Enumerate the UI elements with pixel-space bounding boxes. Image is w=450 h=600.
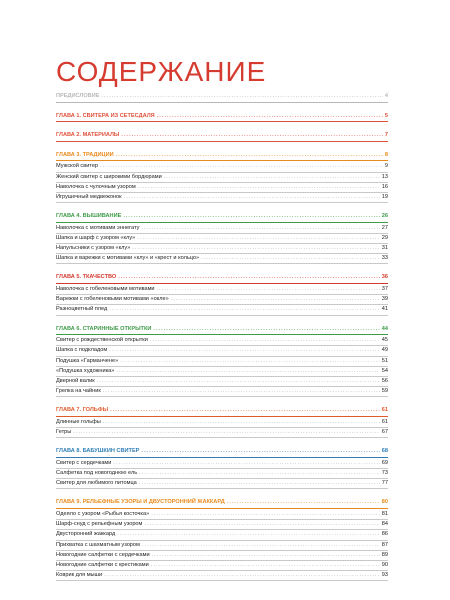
dot-leader <box>153 325 379 335</box>
entry-page-number: 73 <box>381 470 388 477</box>
entry-title: Салфетка под новогоднюю ель <box>56 470 138 477</box>
entry-title: Прихватка с шахматным узором <box>56 541 140 548</box>
toc-chapter-heading[interactable] <box>56 498 388 509</box>
entry-page-number: 93 <box>381 572 388 579</box>
dot-leader <box>150 336 380 345</box>
toc-entry[interactable] <box>56 367 388 377</box>
entry-title: Шапка с подкладом <box>56 347 108 354</box>
entry-title: Наволочка с гобеленовыми мотивами <box>56 286 155 293</box>
toc-entry[interactable] <box>56 357 388 367</box>
dot-leader <box>116 151 383 161</box>
entry-title: Дверной валик <box>56 377 95 384</box>
entry-title: Наволочка с мотивами эннегату <box>56 224 140 231</box>
chapter-page-number: 80 <box>381 499 388 506</box>
dot-leader <box>101 92 382 102</box>
entry-page-number: 90 <box>381 562 388 568</box>
chapter-page-number: 44 <box>381 325 388 332</box>
entry-page-number: 86 <box>381 531 388 538</box>
chapter-title: ГЛАВА 5. ТКАЧЕСТВО <box>56 274 117 281</box>
dot-leader <box>103 387 380 396</box>
entry-title: Двусторонний жаккард <box>56 531 116 538</box>
chapter-page-number: 68 <box>381 448 388 455</box>
entry-title: Женский свитер с широкими бордюрами <box>56 173 162 180</box>
entry-title: Новогодние салфетки с сердечками <box>56 551 150 558</box>
toc-entry[interactable] <box>56 561 388 571</box>
dot-leader <box>103 418 380 427</box>
entry-title: Мужской свитер <box>56 163 99 170</box>
entry-title: Варежки с гобеленовыми мотивами «окле» <box>56 296 169 303</box>
entry-title: Свитер для любимого питомца <box>56 480 137 487</box>
page-title: СОДЕРЖАНИЕ <box>56 56 267 87</box>
entry-page-number: 61 <box>381 418 388 425</box>
dot-leader <box>116 367 379 376</box>
toc-section <box>56 131 388 142</box>
dot-leader <box>164 173 380 182</box>
toc-chapter-heading[interactable] <box>56 131 388 142</box>
toc-entry[interactable] <box>56 530 388 540</box>
entry-page-number: 84 <box>381 521 388 528</box>
toc-section <box>56 92 388 103</box>
entry-page-number: 54 <box>381 367 388 374</box>
toc-entry[interactable] <box>56 541 388 551</box>
entry-page-number: 51 <box>381 357 388 364</box>
toc-entry[interactable] <box>56 346 388 356</box>
entry-page-number: 49 <box>381 347 388 354</box>
dot-leader <box>139 469 380 478</box>
chapter-page-number: 4 <box>384 93 388 99</box>
toc-chapter-heading[interactable] <box>56 447 388 458</box>
entry-page-number: 37 <box>381 286 388 293</box>
entry-title: Новогодние салфетки с крестиками <box>56 562 149 568</box>
entry-page-number: 16 <box>381 183 388 190</box>
dot-leader <box>109 305 379 314</box>
toc-entry[interactable] <box>56 418 388 428</box>
entry-title: Свитер с рождественской открытки <box>56 337 148 344</box>
toc-entry[interactable] <box>56 479 388 489</box>
entry-title: Коврик для мыши <box>56 572 103 579</box>
dot-leader <box>97 377 380 386</box>
toc-entry[interactable] <box>56 459 388 469</box>
entry-page-number: 67 <box>381 429 388 436</box>
toc-chapter-heading[interactable] <box>56 273 388 284</box>
dot-leader <box>118 273 380 283</box>
toc-entry[interactable] <box>56 244 388 254</box>
entry-page-number: 33 <box>381 255 388 262</box>
entry-page-number: 77 <box>381 480 388 487</box>
entry-page-number: 41 <box>381 306 388 313</box>
dot-leader <box>73 428 379 437</box>
toc-entry[interactable] <box>56 377 388 387</box>
dot-leader <box>104 571 380 580</box>
entry-page-number: 13 <box>381 173 388 180</box>
chapter-page-number: 5 <box>384 112 388 119</box>
chapter-title: ГЛАВА 8. БАБУШКИН СВИТЕР <box>56 448 140 455</box>
toc-entry[interactable] <box>56 510 388 520</box>
chapter-page-number: 26 <box>381 213 388 220</box>
chapter-title: ГЛАВА 9. РЕЛЬЕФНЫЕ УЗОРЫ И ДВУСТОРОННИЙ ЖАККАРД <box>56 499 225 506</box>
toc-section <box>56 212 388 264</box>
chapter-title: ГЛАВА 4. ВЫШИВАНИЕ <box>56 213 122 220</box>
dot-leader <box>171 295 380 304</box>
dot-leader <box>151 510 380 519</box>
entry-page-number: 29 <box>381 234 388 241</box>
dot-leader <box>157 285 380 294</box>
contents-page <box>56 0 388 590</box>
dot-leader <box>142 541 380 550</box>
chapter-page-number: 7 <box>384 132 388 139</box>
toc-entry[interactable] <box>56 520 388 530</box>
dot-leader <box>113 459 379 468</box>
entry-title: Разноцветный плед <box>56 306 108 313</box>
toc-section <box>56 447 388 489</box>
dot-leader <box>117 530 380 539</box>
entry-title: Грелка на чайник <box>56 388 101 395</box>
entry-page-number: 56 <box>381 377 388 384</box>
dot-leader <box>141 224 379 233</box>
entry-page-number: 9 <box>384 163 388 170</box>
entry-title: Игрушечный медвежонок <box>56 193 122 200</box>
entry-title: «Подушка художника» <box>56 367 115 374</box>
chapter-page-number: 36 <box>381 274 388 281</box>
entry-page-number: 87 <box>381 541 388 548</box>
table-of-contents <box>56 92 388 581</box>
dot-leader <box>144 520 379 529</box>
dot-leader <box>110 406 380 416</box>
toc-section <box>56 406 388 438</box>
entry-page-number: 19 <box>381 193 388 200</box>
toc-chapter-heading[interactable] <box>56 112 388 123</box>
toc-chapter-heading[interactable] <box>56 151 388 162</box>
entry-title: Напульсники с узором «клу» <box>56 245 131 252</box>
toc-entry[interactable] <box>56 336 388 346</box>
chapter-title: ПРЕДИСЛОВИЕ <box>56 93 100 99</box>
entry-title: Гетры <box>56 429 72 436</box>
dot-leader <box>151 561 380 570</box>
toc-section <box>56 325 388 398</box>
entry-page-number: 81 <box>381 511 388 518</box>
toc-entry[interactable] <box>56 428 388 438</box>
toc-entry[interactable] <box>56 224 388 234</box>
toc-entry[interactable] <box>56 295 388 305</box>
entry-page-number: 27 <box>381 224 388 231</box>
dot-leader <box>139 479 380 488</box>
toc-entry[interactable] <box>56 285 388 295</box>
entry-page-number: 69 <box>381 459 388 466</box>
toc-entry[interactable] <box>56 305 388 315</box>
dot-leader <box>100 162 383 171</box>
toc-entry[interactable] <box>56 551 388 561</box>
entry-page-number: 45 <box>381 337 388 344</box>
entry-title: Шапка и варежки с мотивами «клу» и «крест и кольцо» <box>56 255 200 262</box>
entry-page-number: 59 <box>381 388 388 395</box>
toc-entry[interactable] <box>56 162 388 172</box>
dot-leader <box>138 183 380 192</box>
toc-section <box>56 112 388 123</box>
toc-chapter-heading[interactable] <box>56 325 388 336</box>
entry-title: Шарф-снуд с рельефным узором <box>56 521 143 528</box>
toc-entry[interactable] <box>56 571 388 581</box>
dot-leader <box>120 357 380 366</box>
dot-leader <box>132 244 379 253</box>
dot-leader <box>152 551 380 560</box>
dot-leader <box>109 346 380 355</box>
entry-title: Длинные гольфы <box>56 418 101 425</box>
toc-entry[interactable] <box>56 254 388 264</box>
entry-page-number: 39 <box>381 296 388 303</box>
chapter-page-number: 8 <box>384 151 388 158</box>
entry-title: Шапка и шарф с узором «клу» <box>56 234 136 241</box>
toc-section <box>56 151 388 203</box>
chapter-title: ГЛАВА 1. СВИТЕРА ИЗ СЕТЕСДАЛЯ <box>56 112 155 119</box>
toc-chapter-heading[interactable] <box>56 212 388 223</box>
entry-title: Одеяло с узором «Рыбья косточка» <box>56 511 150 518</box>
toc-entry[interactable] <box>56 469 388 479</box>
toc-entry[interactable] <box>56 183 388 193</box>
toc-entry[interactable] <box>56 193 388 203</box>
toc-section <box>56 498 388 581</box>
dot-leader <box>137 234 379 243</box>
chapter-title: ГЛАВА 6. СТАРИННЫЕ ОТКРЫТКИ <box>56 325 152 332</box>
dot-leader <box>157 112 383 122</box>
toc-entry[interactable] <box>56 234 388 244</box>
entry-page-number: 31 <box>381 245 388 252</box>
chapter-title: ГЛАВА 2. МАТЕРИАЛЫ <box>56 132 120 139</box>
dot-leader <box>123 212 379 222</box>
entry-title: Свитер с сердечками <box>56 459 112 466</box>
dot-leader <box>141 447 379 457</box>
entry-title: Подушка «Гарманчене» <box>56 357 119 364</box>
toc-chapter-heading[interactable] <box>56 92 388 103</box>
entry-title: Наволочка с чулочным узором <box>56 183 136 190</box>
chapter-title: ГЛАВА 3. ТРАДИЦИИ <box>56 151 114 158</box>
chapter-page-number: 61 <box>381 407 388 414</box>
toc-entry[interactable] <box>56 387 388 397</box>
dot-leader <box>201 254 380 263</box>
toc-section <box>56 273 388 315</box>
entry-page-number: 89 <box>381 551 388 558</box>
dot-leader <box>121 131 382 141</box>
dot-leader <box>227 498 380 508</box>
toc-entry[interactable] <box>56 173 388 183</box>
chapter-title: ГЛАВА 7. ГОЛЬФЫ <box>56 407 109 414</box>
toc-chapter-heading[interactable] <box>56 406 388 417</box>
dot-leader <box>124 193 380 202</box>
